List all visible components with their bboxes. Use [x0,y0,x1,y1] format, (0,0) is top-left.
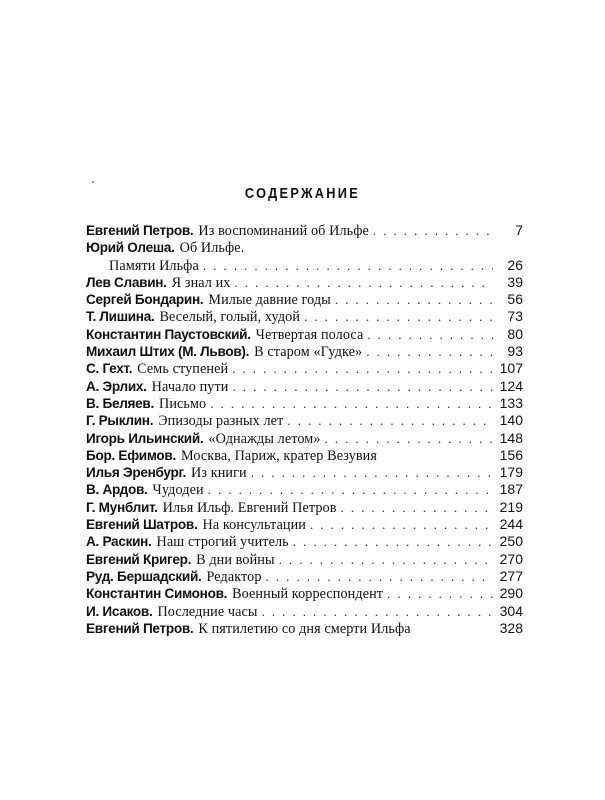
toc-page-number: 26 [507,256,523,273]
toc-entry [86,239,523,256]
toc-entry-text [86,430,321,448]
toc-page-number: 56 [507,291,523,308]
toc-page-number: 304 [499,602,523,619]
toc-entry [86,516,523,533]
toc-work: Эпизоды разных лет [158,413,284,430]
toc-entry-text [86,378,228,396]
toc-author: Илья Эренбург. [86,465,186,481]
toc-entry-text [86,568,262,586]
dot-leader [203,257,493,274]
toc-author: В. Ардов. [86,482,148,498]
toc-author: Евгений Шатров. [86,517,198,533]
toc-entry-text [86,239,244,257]
dot-leader [279,551,493,568]
dot-leader [387,585,493,602]
toc-page-number: 7 [515,222,523,238]
toc-entry [86,222,523,239]
toc-entry [86,326,523,343]
toc-entry [86,551,523,568]
toc-author: В. Беляев. [86,395,154,411]
toc-author: Евгений Петров. [86,223,194,238]
toc-author: Бор. Ефимов. [86,447,176,463]
dot-leader [266,568,493,585]
dot-leader [341,499,493,516]
toc-entry [86,533,523,550]
toc-author: И. Исаков. [86,603,153,619]
toc-work: Семь ступеней [137,361,229,378]
toc-entry-text [86,533,289,551]
toc-entry [86,395,523,412]
toc-entry-text [86,326,363,344]
toc-page-number: 187 [499,481,523,498]
page-title: СОДЕРЖАНИЕ [244,186,361,202]
toc-work: Редактор [206,568,262,585]
dot-leader [232,360,493,377]
toc-page-number: 244 [499,516,523,533]
paper-speck [92,181,94,183]
toc-entry [86,620,523,637]
toc-entry [86,360,523,377]
toc-entry [86,308,523,325]
toc-entry [86,585,523,602]
toc-author: Сергей Бондарин. [86,292,204,308]
toc-entry-text [86,551,275,569]
toc-work: Из книги [191,465,247,482]
toc-page-number: 107 [499,360,523,377]
toc-author: Руд. Бершадский. [86,568,202,584]
toc-author: Игорь Ильинский. [86,430,204,446]
toc-entry [86,481,523,498]
toc-author: Константин Паустовский. [86,326,251,342]
toc-work: Начало пути [151,378,229,395]
toc-entry [86,447,523,464]
toc-page-number: 179 [499,464,523,481]
toc-entry [86,274,523,291]
toc-page-number: 93 [507,343,523,360]
toc-entry [86,603,523,620]
toc-work: Илья Ильф. Евгений Петров [162,499,337,516]
toc-entry-text [86,360,228,378]
toc-author: Г. Рыклин. [86,413,154,429]
toc-entry-text [86,274,231,292]
dot-leader [210,395,493,412]
toc-entry-text [86,412,283,430]
toc-entry [86,343,523,360]
toc-page-number: 124 [499,377,523,394]
toc-entry [86,499,523,516]
toc-work: Я знал их [171,274,231,291]
toc-entry-text [86,516,306,534]
toc-page-number: 133 [499,394,523,411]
toc-work: К пятилетию со дня смерти Ильфа [198,620,411,637]
dot-leader [262,603,493,620]
dot-leader [373,222,493,239]
toc-entry-text [86,291,331,309]
toc-entry [86,257,523,274]
dot-leader [208,481,493,498]
toc-page-number: 156 [499,446,523,463]
dot-leader [304,308,493,325]
toc-work: Военный корреспондент [232,586,384,603]
dot-leader [366,343,493,360]
toc-entry-text [86,585,383,603]
toc-author: А. Эрлих. [86,378,147,394]
toc-entry-text [86,257,199,275]
dot-leader [251,464,493,481]
toc-page-number: 80 [507,325,523,342]
toc-page-number: 270 [499,550,523,567]
toc-work: Веселый, голый, худой [159,309,301,326]
toc-work: Милые давние годы [208,292,331,309]
toc-author: Михаил Штих (М. Львов). [86,344,250,360]
toc-author: Константин Симонов. [86,586,228,602]
toc-entry-text [86,308,300,326]
toc-work: На консультации [202,517,306,534]
toc-author: Г. Мунблит. [86,499,158,515]
dot-leader [293,533,493,550]
toc-page-number: 148 [499,429,523,446]
toc-entry [86,291,523,308]
toc-work: «Однажды летом» [208,430,321,447]
toc-work: Москва, Париж, кратер Везувия [180,447,377,464]
dot-leader [310,516,493,533]
toc-author: Юрий Олеша. [86,240,175,256]
toc-entry-text [86,343,362,361]
dot-leader [325,430,493,447]
toc-entry-text [86,603,258,621]
toc-page-number: 277 [499,567,523,584]
toc-page-number: 140 [499,412,523,429]
dot-leader [287,412,493,429]
toc-entry [86,378,523,395]
toc-author: С. Гехт. [86,361,133,377]
toc-work: Памяти Ильфа [109,257,199,274]
toc-author: Т. Лишина. [86,309,155,325]
toc-entry-text [86,464,247,482]
dot-leader [235,274,494,291]
toc-entry-text [86,499,337,517]
toc-entry-text [86,620,411,638]
toc-entry-text [86,447,377,465]
toc-work: Чудодеи [152,482,204,499]
table-of-contents [86,222,523,637]
toc-work: В дни войны [196,551,275,568]
toc-page-number: 328 [499,619,523,636]
toc-work: Об Ильфе. [179,240,245,257]
toc-page-number: 290 [499,585,523,602]
toc-page-number: 73 [507,308,523,325]
toc-author: Евгений Кригер. [86,551,192,567]
dot-leader [335,291,493,308]
toc-entry-text [86,395,206,413]
toc-author: Евгений Петров. [86,620,194,636]
toc-entry [86,568,523,585]
toc-entry-text [86,222,369,240]
toc-entry [86,464,523,481]
dot-leader [367,326,493,343]
toc-work: Наш строгий учитель [156,534,289,551]
toc-author: Лев Славин. [86,274,167,290]
toc-entry [86,430,523,447]
toc-entry [86,412,523,429]
toc-entry-text [86,481,204,499]
toc-work: Последние часы [157,603,258,620]
dot-leader [232,378,493,395]
toc-page-number: 39 [507,273,523,290]
toc-work: В старом «Гудке» [254,344,363,361]
toc-page-number: 219 [499,498,523,515]
toc-work: Четвертая полоса [255,326,364,343]
toc-page-number: 250 [499,533,523,550]
toc-author: А. Раскин. [86,534,152,550]
toc-work: Из воспоминаний об Ильфе [198,223,369,239]
toc-work: Письмо [158,395,207,412]
